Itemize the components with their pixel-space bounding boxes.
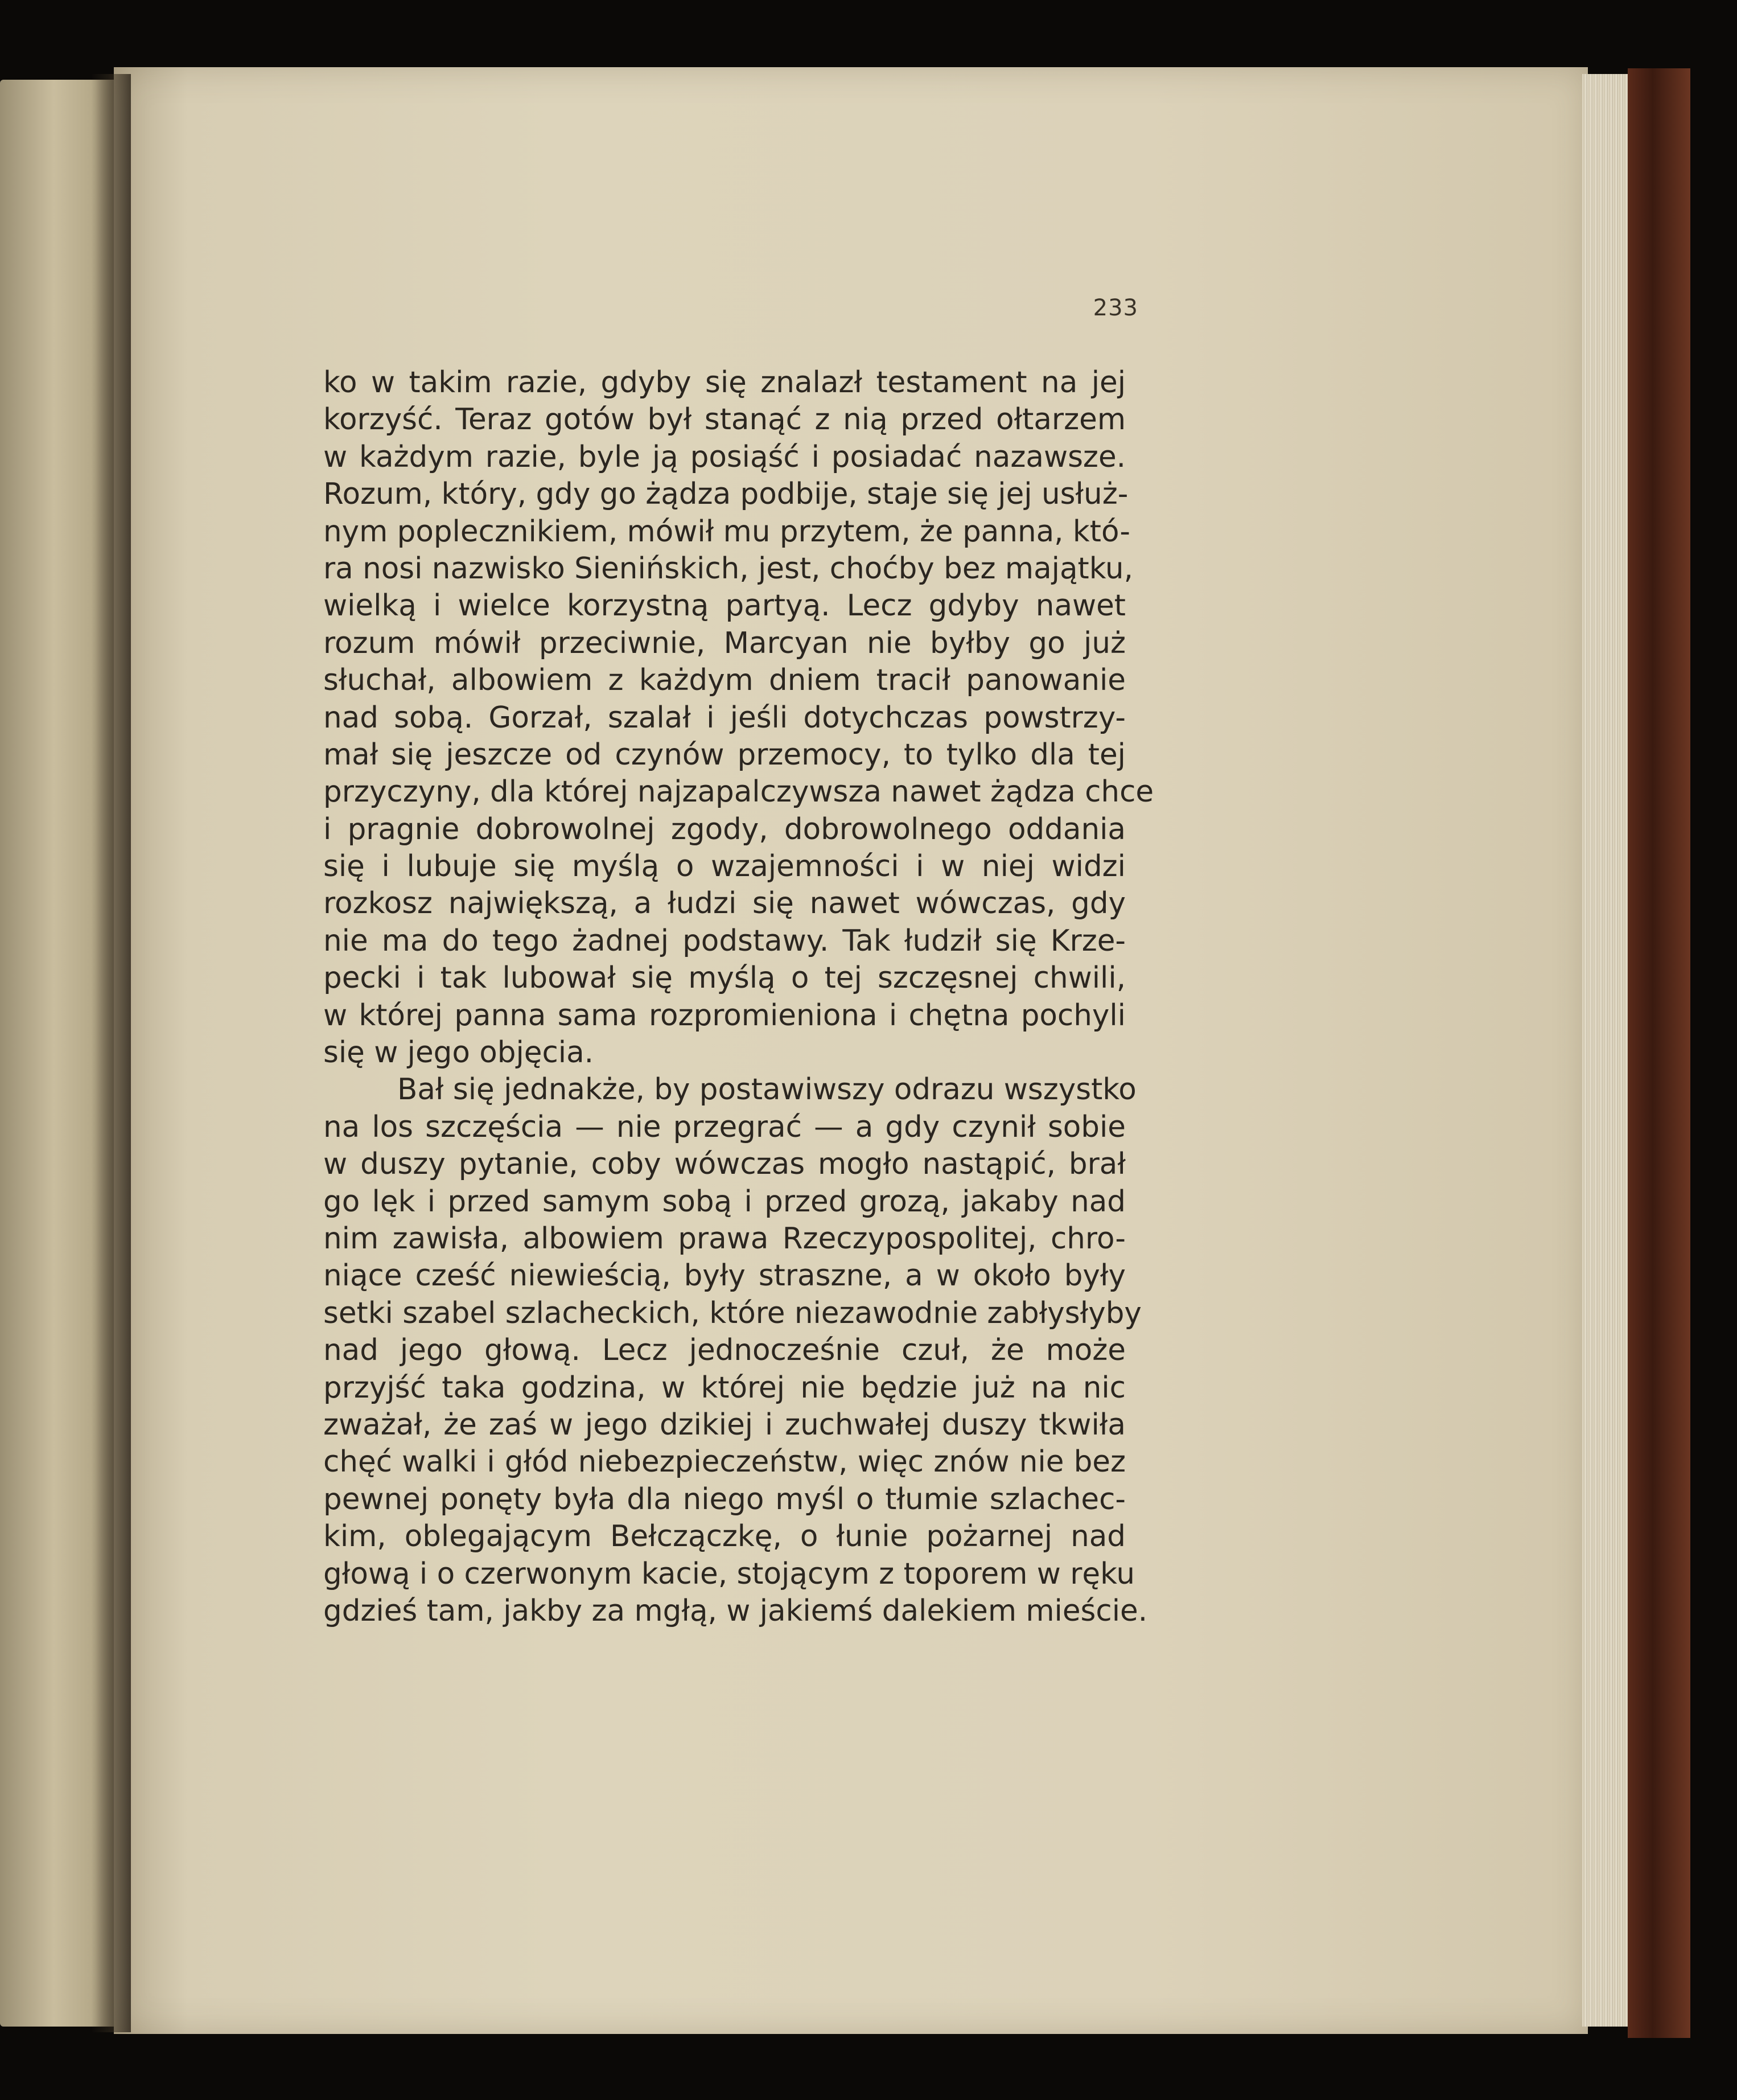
book-cover-edge (1628, 68, 1690, 2038)
text-line: słuchał, albowiem z każdym dniem tracił panowanie (323, 663, 1126, 698)
text-line: ra nosi nazwisko Sienińskich, jest, choćby bez majątku, (323, 551, 1133, 586)
text-line: gdzieś tam, jakby za mgłą, w jakiemś dalekiem mieście. (323, 1593, 1148, 1628)
text-line: nim zawisła, albowiem prawa Rzeczypospolitej, chro- (323, 1221, 1126, 1256)
text-line: w każdym razie, byle ją posiąść i posiadać nazawsze. (323, 439, 1126, 474)
text-line: się i lubuje się myślą o wzajemności i w niej widzi (323, 849, 1126, 884)
text-line: na los szczęścia — nie przegrać — a gdy czynił sobie (323, 1109, 1126, 1144)
text-line: Rozum, który, gdy go żądza podbije, staje się jej usłuż- (323, 477, 1129, 512)
body-text (323, 364, 1154, 1630)
text-line: setki szabel szlacheckich, które niezawodnie zabłysłyby (323, 1296, 1142, 1330)
text-line: i pragnie dobrowolnej zgody, dobrowolnego oddania (323, 812, 1126, 846)
text-line: w której panna sama rozpromieniona i chętna pochyli (323, 998, 1126, 1033)
text-line: kim, oblegającym Bełczączkę, o łunie pożarnej nad (323, 1519, 1126, 1554)
text-line: Bał się jednakże, by postawiwszy odrazu wszystko (397, 1072, 1137, 1107)
text-line: rozkosz największą, a łudzi się nawet wówczas, gdy (323, 886, 1126, 921)
paragraph (323, 364, 1154, 1071)
text-line: zważał, że zaś w jego dzikiej i zuchwałej duszy tkwiła (323, 1407, 1126, 1442)
text-line: nym poplecznikiem, mówił mu przytem, że panna, któ- (323, 514, 1130, 549)
text-line: pewnej ponęty była dla niego myśl o tłumie szlachec- (323, 1482, 1126, 1517)
paragraph (323, 1071, 1148, 1630)
page-gutter (91, 74, 131, 2032)
text-line: głową i o czerwonym kacie, stojącym z toporem w ręku (323, 1556, 1135, 1591)
text-line: niące cześć niewieścią, były straszne, a w około były (323, 1259, 1126, 1293)
page-number: 233 (1093, 295, 1138, 321)
text-line: się w jego objęcia. (323, 1035, 594, 1070)
text-line: przyczyny, dla której najzapalczywsza nawet żądza chce (323, 775, 1154, 809)
text-line: nad jego głową. Lecz jednocześnie czuł, że może (323, 1333, 1126, 1368)
text-line: rozum mówił przeciwnie, Marcyan nie byłby go już (323, 626, 1126, 660)
text-line: nad sobą. Gorzał, szalał i jeśli dotychczas powstrzy- (323, 700, 1126, 735)
text-line: go lęk i przed samym sobą i przed grozą, jakaby nad (323, 1184, 1126, 1219)
text-line: chęć walki i głód niebezpieczeństw, więc znów nie bez (323, 1445, 1126, 1480)
text-line: przyjść taka godzina, w której nie będzie już na nic (323, 1370, 1126, 1405)
text-line: mał się jeszcze od czynów przemocy, to tylko dla tej (323, 737, 1126, 772)
text-line: korzyść. Teraz gotów był stanąć z nią przed ołtarzem (323, 402, 1126, 437)
text-line: ko w takim razie, gdyby się znalazł testament na jej (323, 365, 1126, 400)
text-line: pecki i tak lubował się myślą o tej szczęsnej chwili, (323, 961, 1126, 996)
text-line: w duszy pytanie, coby wówczas mogło nastąpić, brał (323, 1147, 1126, 1182)
text-line: nie ma do tego żadnej podstawy. Tak łudził się Krze- (323, 923, 1126, 958)
text-line: wielką i wielce korzystną partyą. Lecz gdyby nawet (323, 589, 1126, 623)
